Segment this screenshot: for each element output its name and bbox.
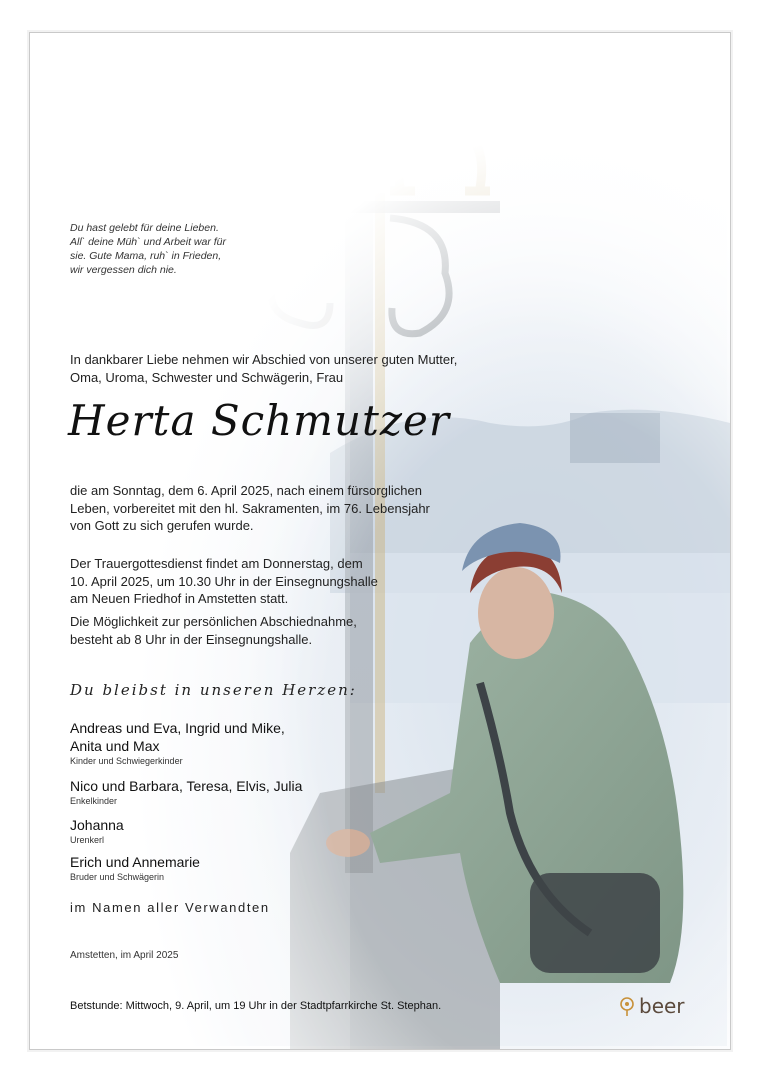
funeral-line: Der Trauergottesdienst findet am Donnerstag, dem — [70, 556, 363, 571]
beer-logo — [618, 994, 685, 1018]
motto-line: wir vergessen dich nie. — [70, 264, 177, 276]
relatives-names: Johanna — [70, 817, 124, 833]
death-notice-line: die am Sonntag, dem 6. April 2025, nach einem fürsorglichen — [70, 483, 422, 498]
relatives-group-grandchildren — [70, 777, 370, 807]
deceased-name: Herta Schmutzer — [68, 396, 450, 445]
funeral-info — [70, 555, 450, 608]
death-notice-line: von Gott zu sich gerufen wurde. — [70, 518, 254, 533]
background-photo — [30, 33, 730, 1049]
motto-line: All` deine Müh` und Arbeit war für — [70, 236, 227, 248]
motto-line: Du hast gelebt für deine Lieben. — [70, 222, 219, 234]
flower-icon — [618, 996, 636, 1016]
relatives-label: Enkelkinder — [70, 796, 118, 806]
logo-text: beer — [639, 994, 685, 1018]
funeral-line: am Neuen Friedhof in Amstetten statt. — [70, 591, 289, 606]
death-notice-line: Leben, vorbereitet mit den hl. Sakramenten, im 76. Lebensjahr — [70, 500, 430, 516]
funeral-line: 10. April 2025, um 10.30 Uhr in der Einsegnungshalle — [70, 573, 378, 589]
relatives-names: Andreas und Eva, Ingrid und Mike, — [70, 720, 285, 736]
farewell-line: Die Möglichkeit zur persönlichen Abschiednahme, — [70, 614, 357, 629]
closing-line: im Namen aller Verwandten — [70, 900, 270, 915]
obituary-card — [29, 32, 731, 1050]
intro-line: Oma, Uroma, Schwester und Schwägerin, Frau — [70, 370, 344, 385]
relatives-group-children — [70, 719, 370, 767]
relatives-group-siblings — [70, 853, 370, 883]
intro-text — [70, 351, 570, 387]
heart-heading: Du bleibst in unseren Herzen: — [70, 681, 357, 699]
farewell-info — [70, 613, 450, 648]
death-notice — [70, 482, 450, 535]
relatives-label: Urenkerl — [70, 835, 105, 845]
betstunde-info: Betstunde: Mittwoch, 9. April, um 19 Uhr in der Stadtpfarrkirche St. Stephan. — [70, 1000, 442, 1012]
relatives-names: Erich und Annemarie — [70, 854, 200, 870]
motto-line: sie. Gute Mama, ruh` in Frieden, — [70, 250, 222, 262]
relatives-names: Nico und Barbara, Teresa, Elvis, Julia — [70, 778, 303, 794]
relatives-names: Anita und Max — [70, 738, 160, 754]
intro-line: In dankbarer Liebe nehmen wir Abschied von unserer guten Mutter, — [70, 352, 458, 367]
place-date: Amstetten, im April 2025 — [70, 950, 179, 961]
relatives-label: Kinder und Schwiegerkinder — [70, 756, 183, 766]
relatives-label: Bruder und Schwägerin — [70, 872, 165, 882]
motto-poem — [70, 221, 290, 277]
relatives-group-great-grandchildren — [70, 816, 370, 846]
farewell-line: besteht ab 8 Uhr in der Einsegnungshalle. — [70, 631, 313, 647]
